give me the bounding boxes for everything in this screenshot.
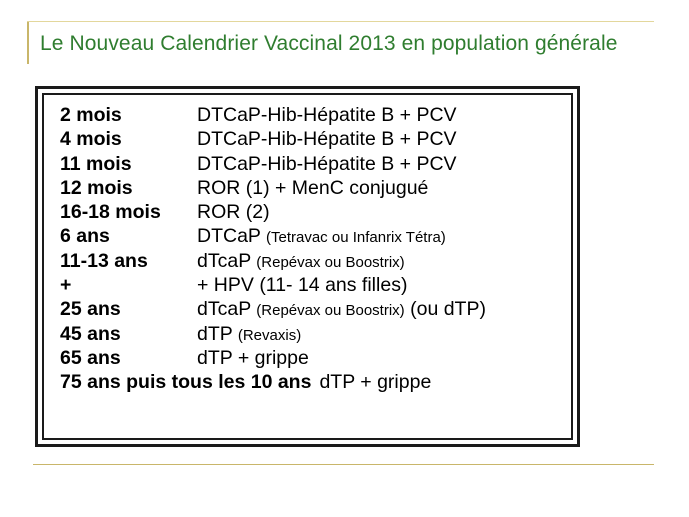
vaccine-text: DTCaP [197, 225, 261, 248]
schedule-row [60, 176, 570, 200]
age-label: 25 ans [60, 298, 121, 321]
age-label: 75 ans puis tous les 10 ans [60, 371, 312, 394]
alternative-note: (ou dTP) [410, 298, 486, 321]
vaccine-text: ROR (1) + MenC conjugué [197, 176, 429, 199]
vaccine-text: dTP + grippe [197, 346, 309, 369]
title-top-rule [27, 21, 654, 22]
vaccine-cell [197, 224, 446, 250]
brand-note: (Repévax ou Boostrix) [256, 253, 405, 271]
age-label: 12 mois [60, 176, 133, 199]
age-label: 4 mois [60, 128, 122, 151]
age-label: 45 ans [60, 322, 121, 345]
schedule-row [60, 273, 570, 297]
schedule-row [60, 370, 570, 394]
age-label: + [60, 274, 72, 297]
schedule-row [60, 224, 570, 248]
schedule-row [60, 200, 570, 224]
age-label: 65 ans [60, 346, 121, 369]
age-label: 2 mois [60, 104, 122, 126]
vaccine-cell [197, 322, 301, 348]
schedule-row [60, 297, 570, 321]
age-label: 11 mois [60, 152, 132, 175]
age-label: 11-13 ans [60, 249, 148, 272]
vaccine-text: dTcaP [197, 298, 251, 321]
schedule-row [60, 322, 570, 346]
vaccine-cell [197, 297, 486, 323]
schedule-row [60, 103, 570, 127]
age-label: 6 ans [60, 225, 110, 248]
schedule-row [60, 152, 570, 176]
vaccine-text: DTCaP-Hib-Hépatite B + PCV [197, 128, 457, 151]
vaccine-text: dTcaP [197, 249, 251, 272]
slide-title: Le Nouveau Calendrier Vaccinal 2013 en population générale [40, 32, 618, 55]
title-side-rule [27, 22, 29, 64]
vaccine-text: + HPV (11- 14 ans filles) [197, 274, 408, 297]
brand-note: (Tetravac ou Infanrix Tétra) [266, 229, 446, 247]
schedule-row [60, 346, 570, 370]
vaccine-text: ROR (2) [197, 201, 270, 224]
brand-note: (Repévax ou Boostrix) [256, 302, 405, 320]
vaccination-schedule [60, 103, 570, 395]
age-label: 16-18 mois [60, 201, 161, 224]
vaccine-text: DTCaP-Hib-Hépatite B + PCV [197, 104, 457, 126]
vaccine-cell [197, 249, 405, 275]
vaccine-text: dTP + grippe [319, 371, 432, 394]
bottom-rule [33, 464, 654, 465]
vaccine-text: dTP [197, 322, 233, 345]
vaccine-text: DTCaP-Hib-Hépatite B + PCV [197, 152, 457, 175]
schedule-row [60, 249, 570, 273]
schedule-row [60, 127, 570, 151]
brand-note: (Revaxis) [237, 326, 302, 344]
